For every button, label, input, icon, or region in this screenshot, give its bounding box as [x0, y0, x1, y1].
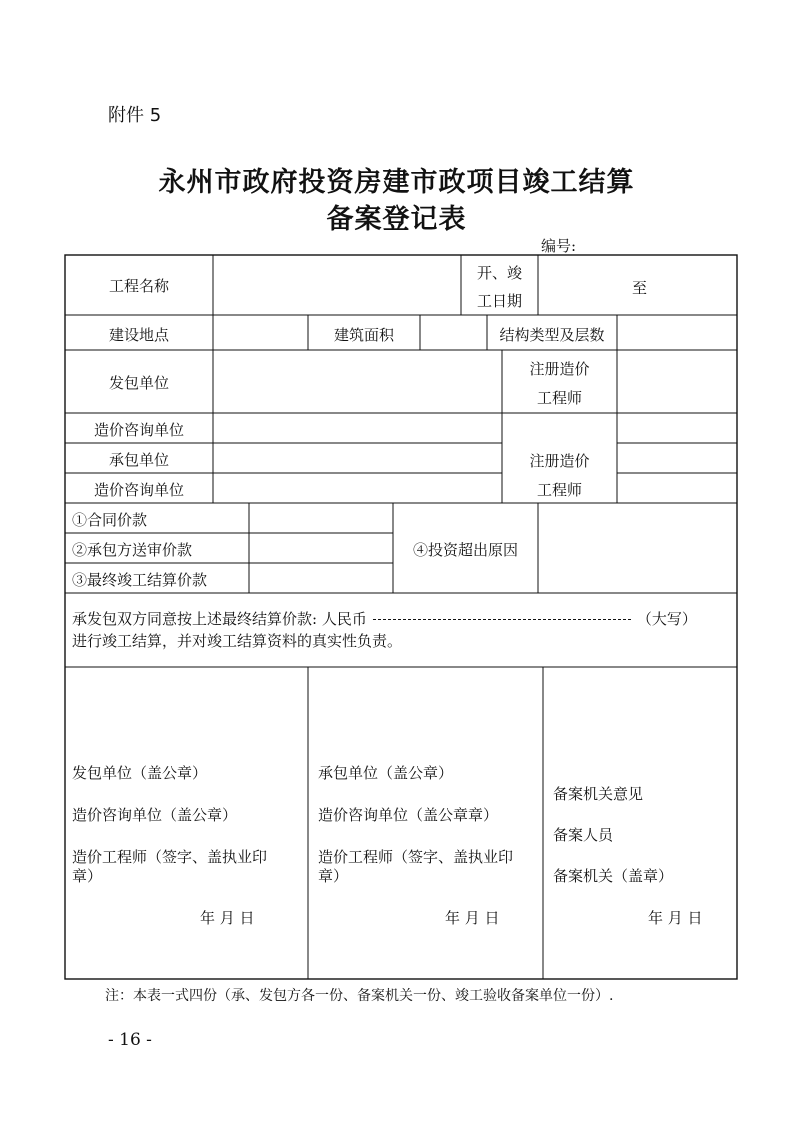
- label-location: 建设地点: [108, 326, 169, 344]
- form-title-line2: 备案登记表: [326, 204, 467, 235]
- label-contractor: 承包单位: [108, 451, 169, 469]
- sig3-personnel: 备案人员: [553, 826, 614, 844]
- sig2-engineer-cont: 章）: [318, 867, 349, 885]
- footnote: 注：本表一式四份（承、发包方各一份、备案机关一份、竣工验收备案单位一份）.: [105, 988, 614, 1004]
- sig1-date: 年 月 日: [200, 909, 255, 927]
- label-project-name: 工程名称: [108, 277, 169, 295]
- number-label: 编号:: [541, 237, 577, 255]
- label-reg-engineer-4: 工程师: [536, 481, 582, 499]
- agreement-text-a: 承发包双方同意按上述最终结算价款: 人民币: [72, 610, 367, 628]
- sig2-consult: 造价咨询单位（盖公章章）: [318, 806, 499, 824]
- agreement-line-2: 进行竣工结算，并对竣工结算资料的真实性负责。: [72, 632, 403, 650]
- label-final-price: ③最终竣工结算价款: [72, 571, 208, 589]
- agreement-line-1: [72, 610, 697, 628]
- agreement-text-b: （大写）: [636, 610, 697, 628]
- sig3-date: 年 月 日: [648, 909, 703, 927]
- form-title-line1: 永州市政府投资房建市政项目竣工结算: [158, 167, 635, 198]
- sig2-contractor: 承包单位（盖公章）: [318, 764, 454, 782]
- label-structure: 结构类型及层数: [499, 326, 605, 344]
- label-area: 建筑面积: [333, 326, 394, 344]
- label-start-end-date-2: 工日期: [476, 292, 522, 310]
- page-number: - 16 -: [108, 1030, 152, 1050]
- label-overrun-reason: ④投资超出原因: [412, 541, 518, 559]
- label-reg-engineer-3: 注册造价: [529, 452, 590, 470]
- amount-blank: [373, 619, 631, 620]
- sig2-engineer: 造价工程师（签字、盖执业印: [318, 848, 514, 866]
- attachment-label: 附件 5: [108, 105, 162, 126]
- sig1-employer: 发包单位（盖公章）: [72, 764, 208, 782]
- label-reg-engineer-2: 工程师: [536, 389, 582, 407]
- label-consult-unit-2: 造价咨询单位: [93, 481, 184, 499]
- sig1-consult: 造价咨询单位（盖公章）: [72, 806, 238, 824]
- sig1-engineer-cont: 章）: [72, 867, 103, 885]
- label-date-to: 至: [632, 279, 648, 297]
- sig1-engineer: 造价工程师（签字、盖执业印: [72, 848, 268, 866]
- sig2-date: 年 月 日: [445, 909, 500, 927]
- label-employer: 发包单位: [108, 374, 169, 392]
- label-submitted-price: ②承包方送审价款: [72, 541, 193, 559]
- label-consult-unit-1: 造价咨询单位: [93, 421, 184, 439]
- sig3-authority: 备案机关（盖章）: [553, 867, 674, 885]
- sig3-opinion: 备案机关意见: [553, 785, 644, 803]
- label-contract-price: ①合同价款: [72, 511, 148, 529]
- label-reg-engineer-1: 注册造价: [529, 360, 590, 378]
- label-start-end-date-1: 开、竣: [476, 264, 522, 282]
